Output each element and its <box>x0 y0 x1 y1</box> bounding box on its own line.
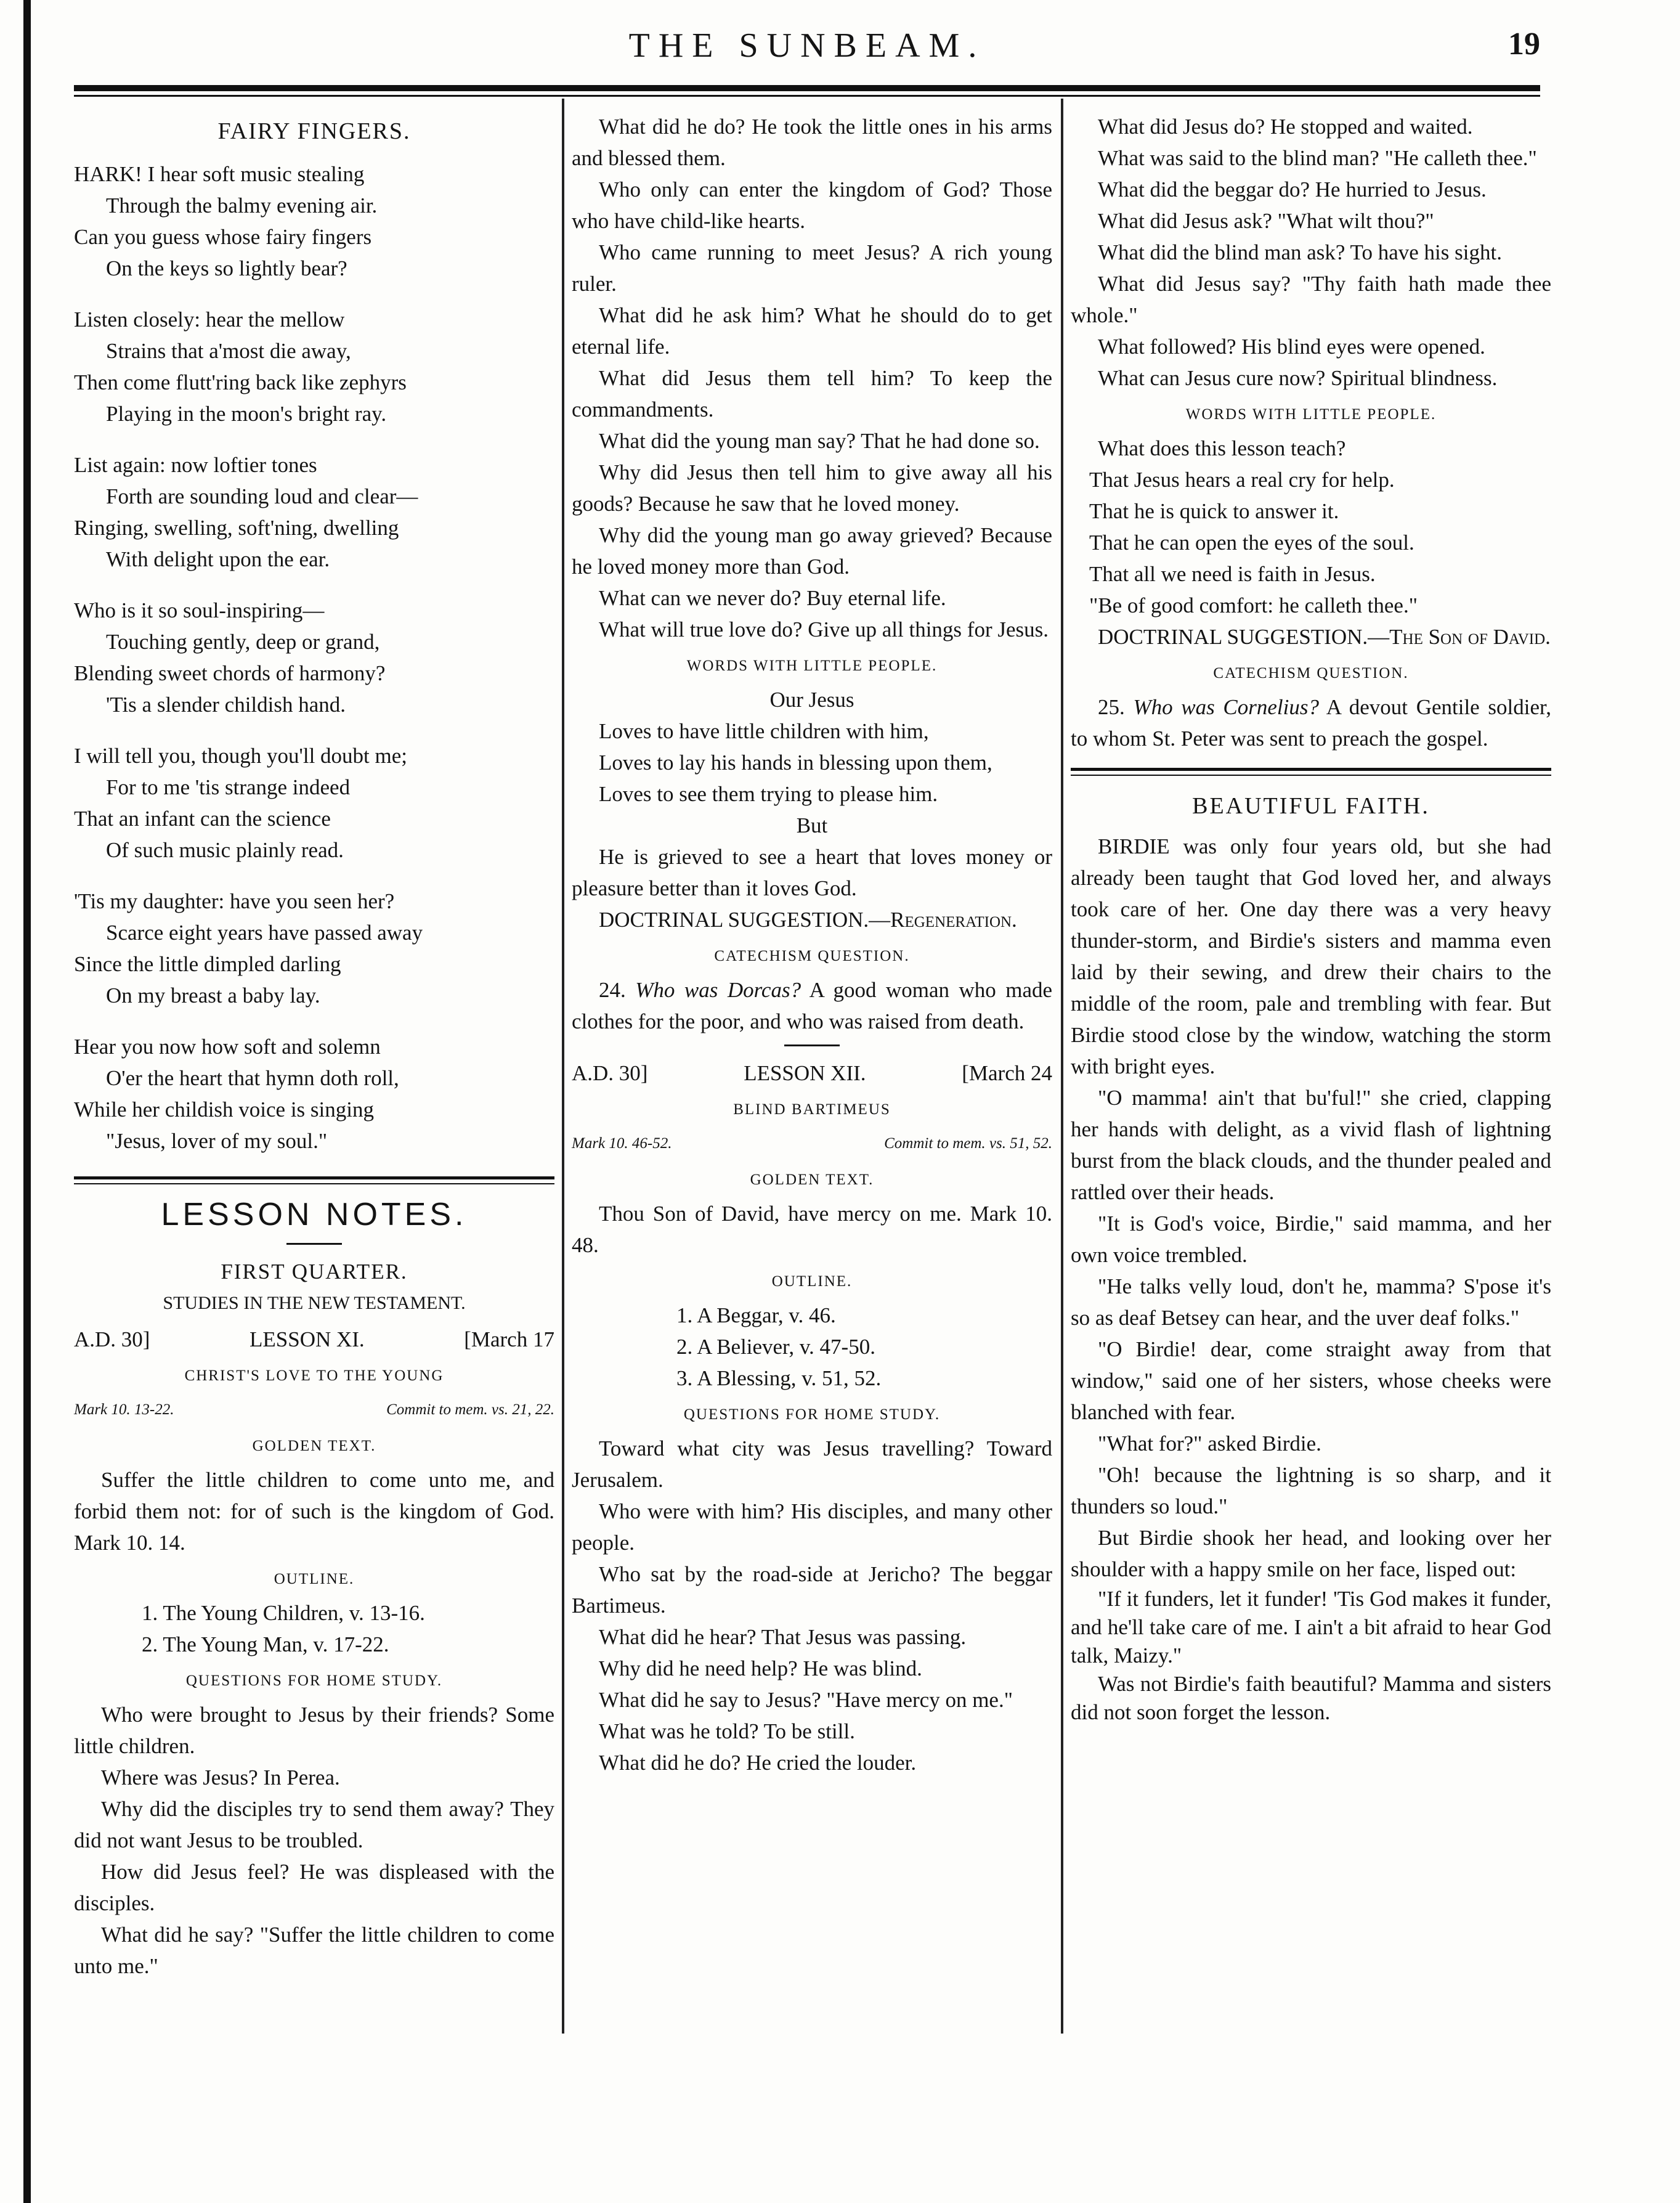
outline-item: 2. A Believer, v. 47-50. <box>676 1335 875 1359</box>
poem-line: Can you guess whose fairy fingers <box>74 225 372 249</box>
story-paragraph: "Oh! because the lightning is so sharp, and it thunders so loud." <box>1071 1463 1551 1518</box>
story-paragraph: "What for?" asked Birdie. <box>1098 1431 1321 1456</box>
question-item: Why did the young man go away grieved? Because he loved money more than God. <box>572 523 1052 579</box>
our-jesus: Our Jesus <box>769 688 854 712</box>
outline-list <box>74 1597 554 1660</box>
poem-line: Blending sweet chords of harmony? <box>74 661 386 685</box>
lesson-title: BLIND BARTIMEUS <box>733 1101 891 1118</box>
doctrinal-suggestion: DOCTRINAL SUGGESTION.—Regeneration. <box>599 908 1017 932</box>
poem-line: Since the little dimpled darling <box>74 952 341 976</box>
poem-line: While her childish voice is singing <box>74 1097 374 1122</box>
question-item: What did he do? He cried the louder. <box>599 1751 917 1775</box>
column-1 <box>74 111 554 1982</box>
catechism-question <box>1071 691 1551 754</box>
question-item: What will true love do? Give up all things for Jesus. <box>599 617 1049 641</box>
poem-line: Who is it so soul-inspiring— <box>74 598 325 622</box>
poem-stanza <box>74 158 554 284</box>
poem-line: Then come flutt'ring back like zephyrs <box>74 370 407 394</box>
question-item: What did he ask him? What he should do to get eternal life. <box>572 303 1052 359</box>
question-item: What did the young man say? That he had done so. <box>599 429 1040 453</box>
poem-line: Ringing, swelling, soft'ning, dwelling <box>74 516 399 540</box>
poem-line: Hear you now how soft and solemn <box>74 1035 381 1059</box>
column-divider-2 <box>1061 99 1063 2034</box>
question-item: Toward what city was Jesus travelling? Toward Jerusalem. <box>572 1436 1052 1492</box>
question-item: Why did Jesus then tell him to give away all his goods? Because he saw that he loved money. <box>572 460 1052 516</box>
lesson-title: CHRIST'S LOVE TO THE YOUNG <box>184 1367 444 1384</box>
question-item: Who sat by the road-side at Jericho? The beggar Bartimeus. <box>572 1562 1052 1618</box>
words-line: "Be of good comfort: he calleth thee." <box>1089 593 1418 617</box>
poem-stanza <box>74 740 554 866</box>
poem-line: Scarce eight years have passed away <box>106 921 423 945</box>
outline-list <box>572 1300 1052 1394</box>
catechism-q: Who was Dorcas? <box>635 978 801 1002</box>
catechism-a: A devout Gentile soldier, to whom St. Peter was sent to preach the gospel. <box>1071 695 1551 751</box>
question-item: What can Jesus cure now? Spiritual blindness. <box>1098 366 1498 390</box>
outline-item: 1. The Young Children, v. 13-16. <box>142 1601 425 1625</box>
golden-text: Thou Son of David, have mercy on me. Mark 10. 48. <box>572 1202 1052 1257</box>
question-item: What can we never do? Buy eternal life. <box>599 586 946 610</box>
lesson-number: LESSON XI. <box>250 1327 365 1351</box>
catechism-a: A good woman who made clothes for the poor, and who was raised from death. <box>572 978 1053 1033</box>
lesson-date: [March 24 <box>962 1061 1052 1085</box>
catechism-number: 25. <box>1098 695 1125 719</box>
page-edge-bar <box>23 0 31 2203</box>
scripture-ref: Mark 10. 13-22. <box>74 1401 174 1418</box>
poem-stanza <box>74 304 554 430</box>
quarter-heading: FIRST QUARTER. <box>221 1260 408 1284</box>
section-rule <box>1071 768 1551 776</box>
story-paragraph: BIRDIE was only four years old, but she had already been taught that God loved her, and always took care of her. One day there was a very heavy thunder-storm, and Birdie's sisters and mamma even laid by their sewing, and drew their chairs to the middle of the room, pale and trembling with fear. But Birdie stood close by the window, watching the storm with bright eyes. <box>1071 834 1551 1078</box>
question-item: What did he hear? That Jesus was passing. <box>599 1625 967 1649</box>
question-item: What did he do? He took the little ones in his arms and blessed them. <box>572 115 1052 170</box>
story-paragraph: Was not Birdie's faith beautiful? Mamma and sisters did not soon forget the lesson. <box>1071 1672 1551 1724</box>
poem-stanza <box>74 595 554 720</box>
page-header <box>74 26 1540 73</box>
question-item: What did the blind man ask? To have his sight. <box>1098 240 1502 264</box>
words-final: He is grieved to see a heart that loves money or pleasure better than it loves God. <box>572 845 1052 900</box>
questions-label: QUESTIONS FOR HOME STUDY. <box>185 1672 443 1689</box>
story-paragraph: But Birdie shook her head, and looking over her shoulder with a happy smile on her face, lisped out: <box>1071 1526 1551 1581</box>
header-rule-thick <box>74 85 1540 91</box>
lesson-line <box>572 1057 1052 1089</box>
words-line: Loves to see them trying to please him. <box>599 782 938 806</box>
poem-line: Playing in the moon's bright ray. <box>106 402 387 426</box>
story-body <box>1071 831 1551 1727</box>
poem-line: On my breast a baby lay. <box>106 983 320 1008</box>
question-item: Who came running to meet Jesus? A rich young ruler. <box>572 240 1052 296</box>
question-item: Who were with him? His disciples, and many other people. <box>572 1499 1052 1555</box>
short-rule <box>784 1044 840 1046</box>
outline-label: OUTLINE. <box>771 1273 853 1290</box>
column-divider-1 <box>562 99 564 2034</box>
question-item: What was said to the blind man? "He calleth thee." <box>1098 146 1537 170</box>
poem-line: For to me 'tis strange indeed <box>106 775 351 799</box>
poem-line: On the keys so lightly bear? <box>106 256 347 280</box>
words-line: Loves to have little children with him, <box>599 719 929 743</box>
questions-list <box>74 1699 554 1982</box>
poem-line: "Jesus, lover of my soul." <box>106 1129 328 1153</box>
poem-line: I will tell you, though you'll doubt me; <box>74 744 407 768</box>
poem <box>74 158 554 1157</box>
poem-line: Touching gently, deep or grand, <box>106 630 380 654</box>
poem-line: Forth are sounding loud and clear— <box>106 484 418 508</box>
poem-stanza <box>74 886 554 1011</box>
question-item: Why did the disciples try to send them away? They did not want Jesus to be troubled. <box>74 1797 554 1852</box>
story-paragraph: "If it funders, let it funder! 'Tis God makes it funder, and he'll take care of me. I ain't a bit afraid to hear God talk, Maizy." <box>1071 1587 1551 1668</box>
header-rule-thin <box>74 95 1540 97</box>
story-paragraph: "O mamma! ain't that bu'ful!" she cried, clapping her hands with delight, as a vivid flash of lightning burst from the black clouds, and the thunder pealed and rattled over their heads. <box>1071 1086 1551 1204</box>
golden-text-label: GOLDEN TEXT. <box>750 1171 874 1188</box>
golden-text: Suffer the little children to come unto me, and forbid them not: for of such is the kingdom of God. Mark 10. 14. <box>74 1468 554 1555</box>
words-line: That Jesus hears a real cry for help. <box>1089 468 1395 492</box>
lesson-notes-heading: LESSON NOTES. <box>161 1197 468 1232</box>
lesson-ad: A.D. 30] <box>74 1327 150 1351</box>
scripture-ref: Mark 10. 46-52. <box>572 1135 672 1152</box>
question-item: What followed? His blind eyes were opened. <box>1098 335 1485 359</box>
question-item: What did Jesus say? "Thy faith hath made thee whole." <box>1071 272 1551 327</box>
story-paragraph: "O Birdie! dear, come straight away from that window," said one of her sisters, whose cheeks were blanched with fear. <box>1071 1337 1551 1424</box>
outline-item: 2. The Young Man, v. 17-22. <box>142 1632 389 1656</box>
words-question: What does this lesson teach? <box>1098 436 1346 460</box>
poem-stanza <box>74 449 554 575</box>
column-3 <box>1071 111 1551 1727</box>
poem-stanza <box>74 1031 554 1157</box>
catechism-q: Who was Cornelius? <box>1133 695 1319 719</box>
poem-line: Of such music plainly read. <box>106 838 344 862</box>
story-paragraph: "It is God's voice, Birdie," said mamma, and her own voice trembled. <box>1071 1211 1551 1267</box>
words-label: WORDS WITH LITTLE PEOPLE. <box>686 658 938 674</box>
question-item: Who only can enter the kingdom of God? Those who have child-like hearts. <box>572 177 1052 233</box>
words-line: That he is quick to answer it. <box>1089 499 1339 523</box>
question-item: What was he told? To be still. <box>599 1719 855 1743</box>
questions-label: QUESTIONS FOR HOME STUDY. <box>683 1406 941 1423</box>
lesson-line <box>74 1324 554 1355</box>
catechism-number: 24. <box>599 978 626 1002</box>
words-line: That he can open the eyes of the soul. <box>1089 531 1414 555</box>
question-item: What did Jesus them tell him? To keep the commandments. <box>572 366 1052 421</box>
poem-line: 'Tis my daughter: have you seen her? <box>74 889 395 913</box>
lesson-ad: A.D. 30] <box>572 1061 648 1085</box>
short-rule <box>286 1243 342 1245</box>
page-number: 19 <box>1508 26 1540 62</box>
question-item: Where was Jesus? In Perea. <box>101 1765 340 1790</box>
poem-line: O'er the heart that hymn doth roll, <box>106 1066 399 1090</box>
question-item: How did Jesus feel? He was displeased with the disciples. <box>74 1860 554 1915</box>
questions-continued <box>572 111 1052 645</box>
lesson-number: LESSON XII. <box>744 1061 866 1085</box>
words-label: WORDS WITH LITTLE PEOPLE. <box>1185 406 1437 423</box>
questions-continued <box>1071 111 1551 394</box>
poem-line: HARK! I hear soft music stealing <box>74 162 365 186</box>
story-paragraph: "He talks velly loud, don't he, mamma? S'pose it's so as deaf Betsey can hear, and the uver deaf folks." <box>1071 1274 1551 1330</box>
newspaper-title: THE SUNBEAM. <box>628 26 986 65</box>
question-item: Why did he need help? He was blind. <box>599 1656 922 1680</box>
words-line: Loves to lay his hands in blessing upon them, <box>599 751 992 775</box>
doctrinal-suggestion: DOCTRINAL SUGGESTION.—The Son of David. <box>1098 625 1551 649</box>
question-item: What did he say to Jesus? "Have mercy on me." <box>599 1688 1013 1712</box>
home-questions-list <box>572 1433 1052 1778</box>
golden-text-label: GOLDEN TEXT. <box>252 1438 376 1454</box>
outline-label: OUTLINE. <box>274 1571 355 1587</box>
commit-ref: Commit to mem. vs. 21, 22. <box>386 1401 554 1418</box>
poem-title: FAIRY FINGERS. <box>217 118 411 144</box>
catechism-question <box>572 974 1052 1037</box>
catechism-label: CATECHISM QUESTION. <box>1213 665 1409 682</box>
poem-line: That an infant can the science <box>74 807 331 831</box>
outline-item: 3. A Blessing, v. 51, 52. <box>676 1366 882 1390</box>
question-item: Who were brought to Jesus by their friends? Some little children. <box>74 1703 554 1758</box>
words-but: But <box>796 813 828 837</box>
scripture-line <box>74 1394 554 1425</box>
commit-ref: Commit to mem. vs. 51, 52. <box>884 1135 1052 1152</box>
studies-heading: STUDIES IN THE NEW TESTAMENT. <box>163 1293 466 1313</box>
lesson-date: [March 17 <box>464 1327 554 1351</box>
words-line: That all we need is faith in Jesus. <box>1089 562 1376 586</box>
scripture-line <box>572 1128 1052 1159</box>
poem-line: 'Tis a slender childish hand. <box>106 693 346 717</box>
poem-line: Listen closely: hear the mellow <box>74 307 345 332</box>
poem-line: Through the balmy evening air. <box>106 193 378 218</box>
story-title: BEAUTIFUL FAITH. <box>1192 793 1430 819</box>
section-rule <box>74 1176 554 1184</box>
poem-line: List again: now loftier tones <box>74 453 317 477</box>
outline-item: 1. A Beggar, v. 46. <box>676 1303 836 1327</box>
poem-line: Strains that a'most die away, <box>106 339 351 363</box>
question-item: What did Jesus do? He stopped and waited. <box>1098 115 1473 139</box>
poem-line: With delight upon the ear. <box>106 547 330 571</box>
question-item: What did Jesus ask? "What wilt thou?" <box>1098 209 1434 233</box>
column-2 <box>572 111 1052 1778</box>
question-item: What did the beggar do? He hurried to Jesus. <box>1098 177 1487 202</box>
question-item: What did he say? "Suffer the little children to come unto me." <box>74 1923 554 1978</box>
catechism-label: CATECHISM QUESTION. <box>714 948 910 964</box>
